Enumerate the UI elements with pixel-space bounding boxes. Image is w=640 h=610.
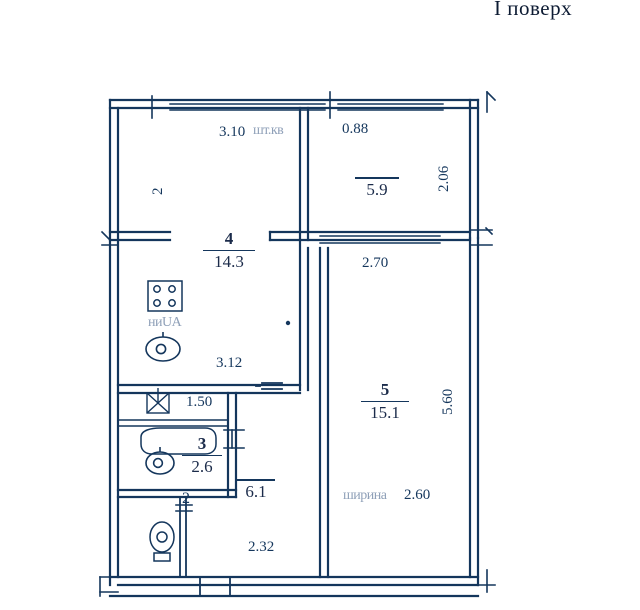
smudge-stove: ниUA <box>148 315 182 330</box>
mark-dot <box>286 321 290 325</box>
room-label-4 <box>197 229 261 272</box>
room-number-3: 3 <box>197 434 207 453</box>
room-area-3: 2.6 <box>191 457 213 477</box>
page-title: I поверх <box>494 0 573 20</box>
dim-kitchen-width: 2.70 <box>362 255 389 271</box>
sink-icon <box>146 332 180 361</box>
room-number-living: 5 <box>380 380 390 399</box>
dim-top-left: 3.10 <box>219 124 246 140</box>
room-number-2: 2 <box>182 490 190 507</box>
smudge-top-left: шт.кв <box>253 123 284 138</box>
room-area-living: 15.1 <box>370 403 400 423</box>
room-label-kitchen <box>350 176 404 199</box>
smudge-living: ширина <box>343 488 387 503</box>
dim-living-height: 5.60 <box>440 388 456 415</box>
dim-bath-width: 1.50 <box>186 394 213 410</box>
washbasin-icon <box>146 447 174 474</box>
room-area-4: 14.3 <box>214 252 244 272</box>
dim-top-right: 0.88 <box>342 121 369 137</box>
room-label-living <box>355 380 415 423</box>
room-number-4: 4 <box>224 229 234 248</box>
dim-living-width: 2.60 <box>404 487 431 503</box>
room-label-3 <box>178 434 226 477</box>
room-area-kitchen: 5.9 <box>366 179 388 199</box>
dim-right-upper: 2.06 <box>436 165 452 192</box>
dim-corridor-width: 3.12 <box>216 355 243 371</box>
dim-bottom: 2.32 <box>248 539 275 555</box>
dim-left: 2 <box>150 187 166 195</box>
room-area-corridor: 6.1 <box>245 481 267 501</box>
toilet-icon <box>150 522 174 561</box>
stove-icon <box>148 281 182 311</box>
room-label-corridor <box>232 478 280 501</box>
shower-icon <box>147 388 169 413</box>
